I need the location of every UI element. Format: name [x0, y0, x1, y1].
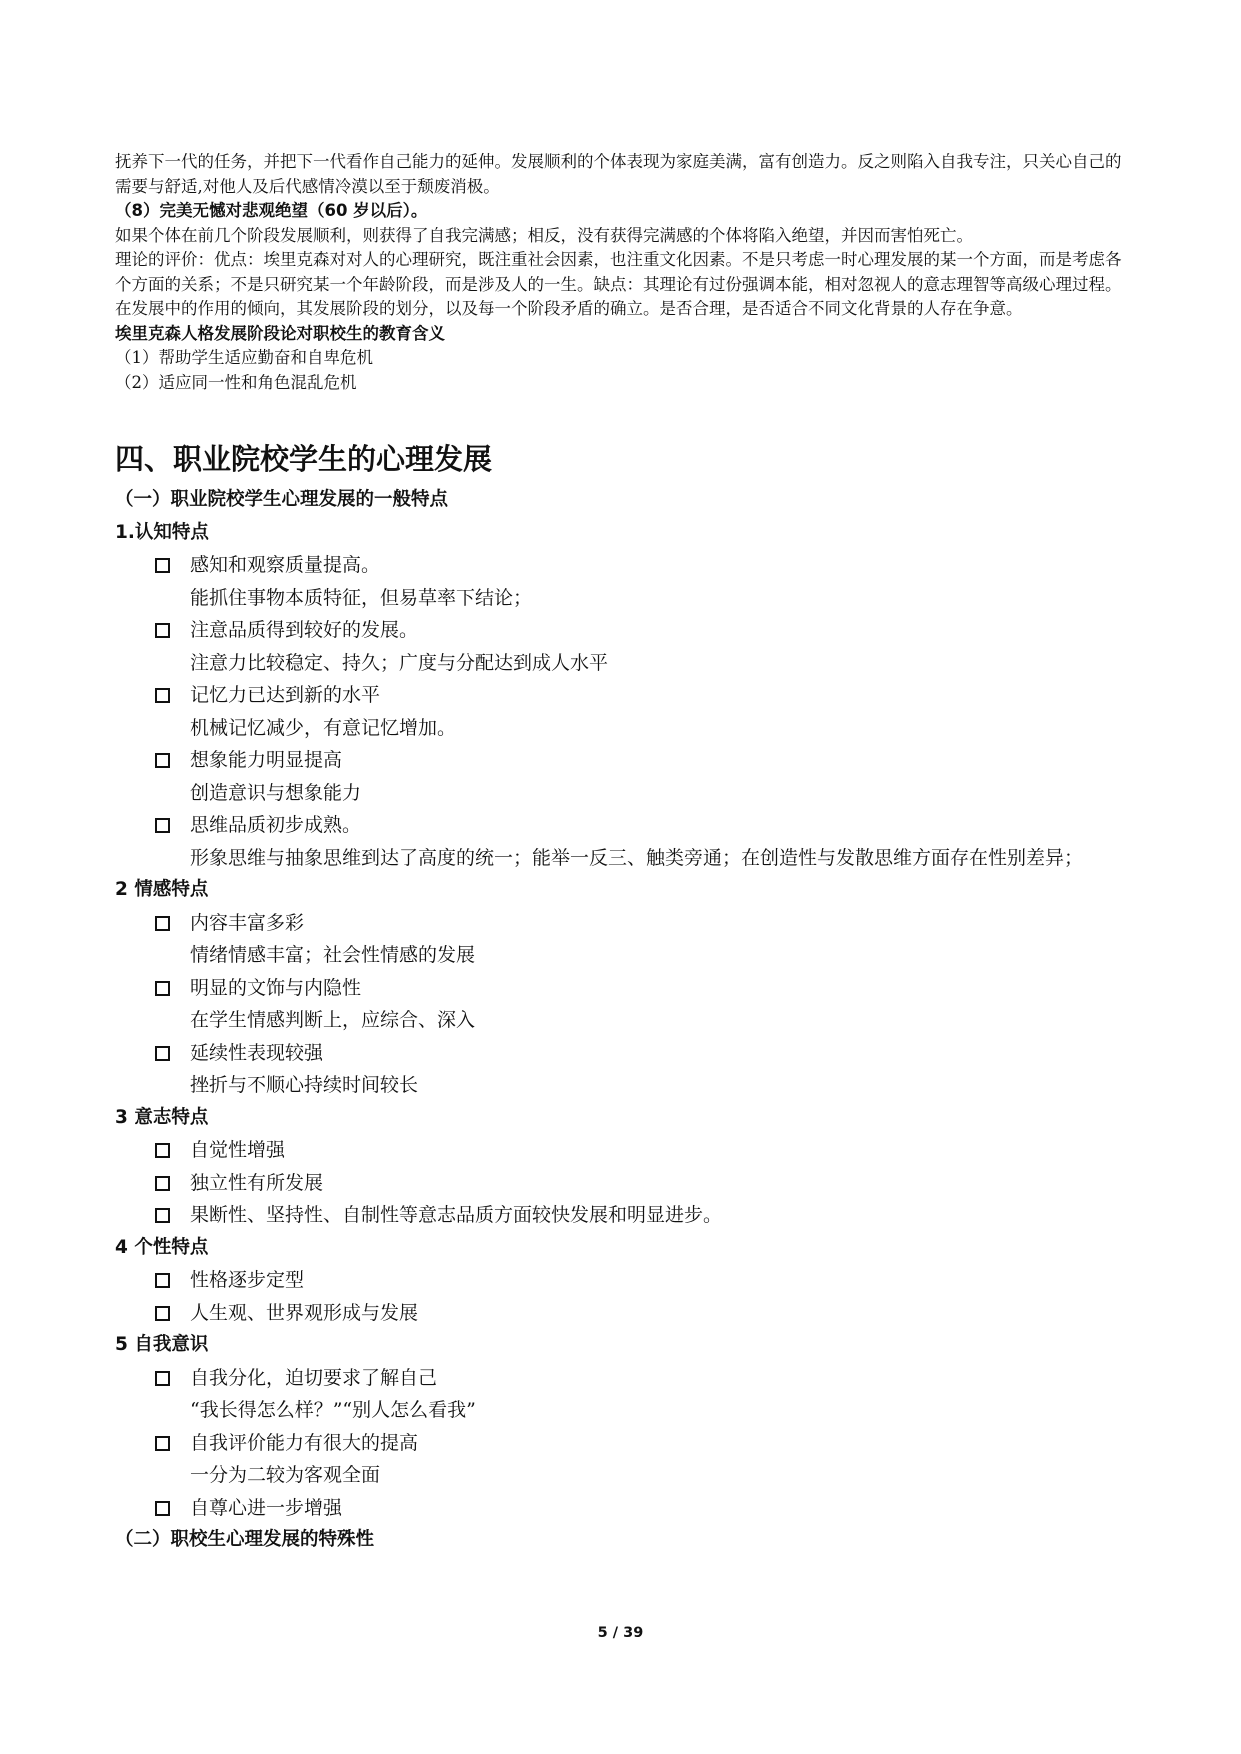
checkbox-list-item: 思维品质初步成熟。	[115, 809, 1135, 842]
checkbox-bullet-icon	[155, 818, 170, 833]
group-title-will: 3 意志特点	[115, 1106, 209, 1128]
item-detail: 形象思维与抽象思维到达了高度的统一；能举一反三、触类旁通；在创造性与发散思维方面存在性别差异；	[190, 846, 1084, 869]
item-detail: 情绪情感丰富；社会性情感的发展	[190, 944, 476, 966]
checkbox-bullet-icon	[155, 1208, 170, 1223]
item-detail: “我长得怎么样？”“别人怎么看我”	[190, 1399, 476, 1421]
paragraph-generativity: 抚养下一代的任务，并把下一代看作自己能力的延伸。发展顺利的个体表现为家庭美满，富有创造力。反之则陷入自我专注，只关心自己的需要与舒适,对他人及后代感情冷漠以至于颓废消极。	[115, 152, 1122, 196]
checkbox-list-item: 想象能力明显提高	[115, 744, 1135, 777]
checkbox-list-item: 自尊心进一步增强	[115, 1492, 1135, 1525]
group-title-self-awareness: 5 自我意识	[115, 1334, 209, 1355]
item-detail: 挫折与不顺心持续时间较长	[190, 1074, 419, 1096]
checkbox-list-item: 人生观、世界观形成与发展	[115, 1297, 1135, 1330]
section-title: 四、职业院校学生的心理发展	[115, 442, 493, 476]
checkbox-bullet-icon	[155, 981, 170, 996]
item-detail: 一分为二较为客观全面	[190, 1464, 381, 1486]
implication-heading: 埃里克森人格发展阶段论对职校生的教育含义	[115, 323, 445, 343]
checkbox-list-item: 感知和观察质量提高。	[115, 549, 1135, 582]
checkbox-list-item: 记忆力已达到新的水平	[115, 679, 1135, 712]
checkbox-bullet-icon	[155, 1143, 170, 1158]
checkbox-bullet-icon	[155, 1046, 170, 1061]
checkbox-list-item: 自我分化，迫切要求了解自己	[115, 1362, 1135, 1395]
checkbox-bullet-icon	[155, 1176, 170, 1191]
subsection-title-general: （一）职业院校学生心理发展的一般特点	[115, 489, 449, 510]
group-title-personality: 4 个性特点	[115, 1236, 209, 1258]
implication-item: （1）帮助学生适应勤奋和自卑危机	[115, 348, 373, 367]
group-title-emotion: 2 情感特点	[115, 879, 209, 900]
checkbox-bullet-icon	[155, 688, 170, 703]
paragraph-integrity: 如果个体在前几个阶段发展顺利，则获得了自我完满感；相反，没有获得完满感的个体将陷入绝望，并因而害怕死亡。	[115, 225, 973, 245]
checkbox-list-item: 自我评价能力有很大的提高	[115, 1427, 1135, 1460]
page-number	[0, 1625, 1241, 1641]
checkbox-list-item: 明显的文饰与内隐性	[115, 972, 1135, 1005]
item-detail: 注意力比较稳定、持久；广度与分配达到成人水平	[190, 651, 609, 674]
section-psych-development	[115, 434, 1135, 1557]
checkbox-bullet-icon	[155, 623, 170, 638]
checkbox-list-item: 自觉性增强	[115, 1134, 1135, 1167]
checkbox-list-item: 注意品质得到较好的发展。	[115, 614, 1135, 647]
checkbox-bullet-icon	[155, 1501, 170, 1516]
checkbox-bullet-icon	[155, 1436, 170, 1451]
item-detail: 能抓住事物本质特征，但易草率下结论；	[190, 586, 533, 609]
subsection-title-special: （二）职校生心理发展的特殊性	[115, 1529, 375, 1550]
checkbox-bullet-icon	[155, 753, 170, 768]
paragraph-evaluation: 理论的评价：优点：埃里克森对对人的心理研究，既注重社会因素，也注重文化因素。不是只考虑一时心理发展的某一个方面，而是考虑各个方面的关系；不是只研究某一个年龄阶段，而是涉及人的一生。缺点：其理论有过份强调本能，相对忽视人的意志理智等高级心理过程。在发展中的作用的倾向，其发展阶段的划分，以及每一个阶段矛盾的确立。是否合理，是否适合不同文化背景的人存在争意。	[115, 250, 1122, 318]
checkbox-bullet-icon	[155, 1306, 170, 1321]
item-detail: 在学生情感判断上，应综合、深入	[190, 1009, 476, 1031]
checkbox-bullet-icon	[155, 1273, 170, 1288]
checkbox-bullet-icon	[155, 916, 170, 931]
item-detail: 创造意识与想象能力	[190, 781, 362, 804]
intro-block	[115, 150, 1135, 395]
checkbox-list-item: 独立性有所发展	[115, 1167, 1135, 1200]
checkbox-list-item: 延续性表现较强	[115, 1037, 1135, 1070]
item-detail: 机械记忆减少，有意记忆增加。	[190, 716, 457, 739]
stage8-heading: （8）完美无憾对悲观绝望（60 岁以后）。	[115, 201, 428, 220]
checkbox-bullet-icon	[155, 558, 170, 573]
checkbox-list-item: 内容丰富多彩	[115, 907, 1135, 940]
checkbox-list-item: 性格逐步定型	[115, 1264, 1135, 1297]
page-separator: /	[607, 1625, 624, 1641]
page-current: 5	[597, 1625, 608, 1641]
implication-item: （2）适应同一性和角色混乱危机	[115, 372, 357, 392]
group-title-cognition: 1.认知特点	[115, 521, 209, 543]
page-total: 39	[623, 1625, 644, 1641]
checkbox-list-item: 果断性、坚持性、自制性等意志品质方面较快发展和明显进步。	[115, 1199, 1135, 1232]
checkbox-bullet-icon	[155, 1371, 170, 1386]
